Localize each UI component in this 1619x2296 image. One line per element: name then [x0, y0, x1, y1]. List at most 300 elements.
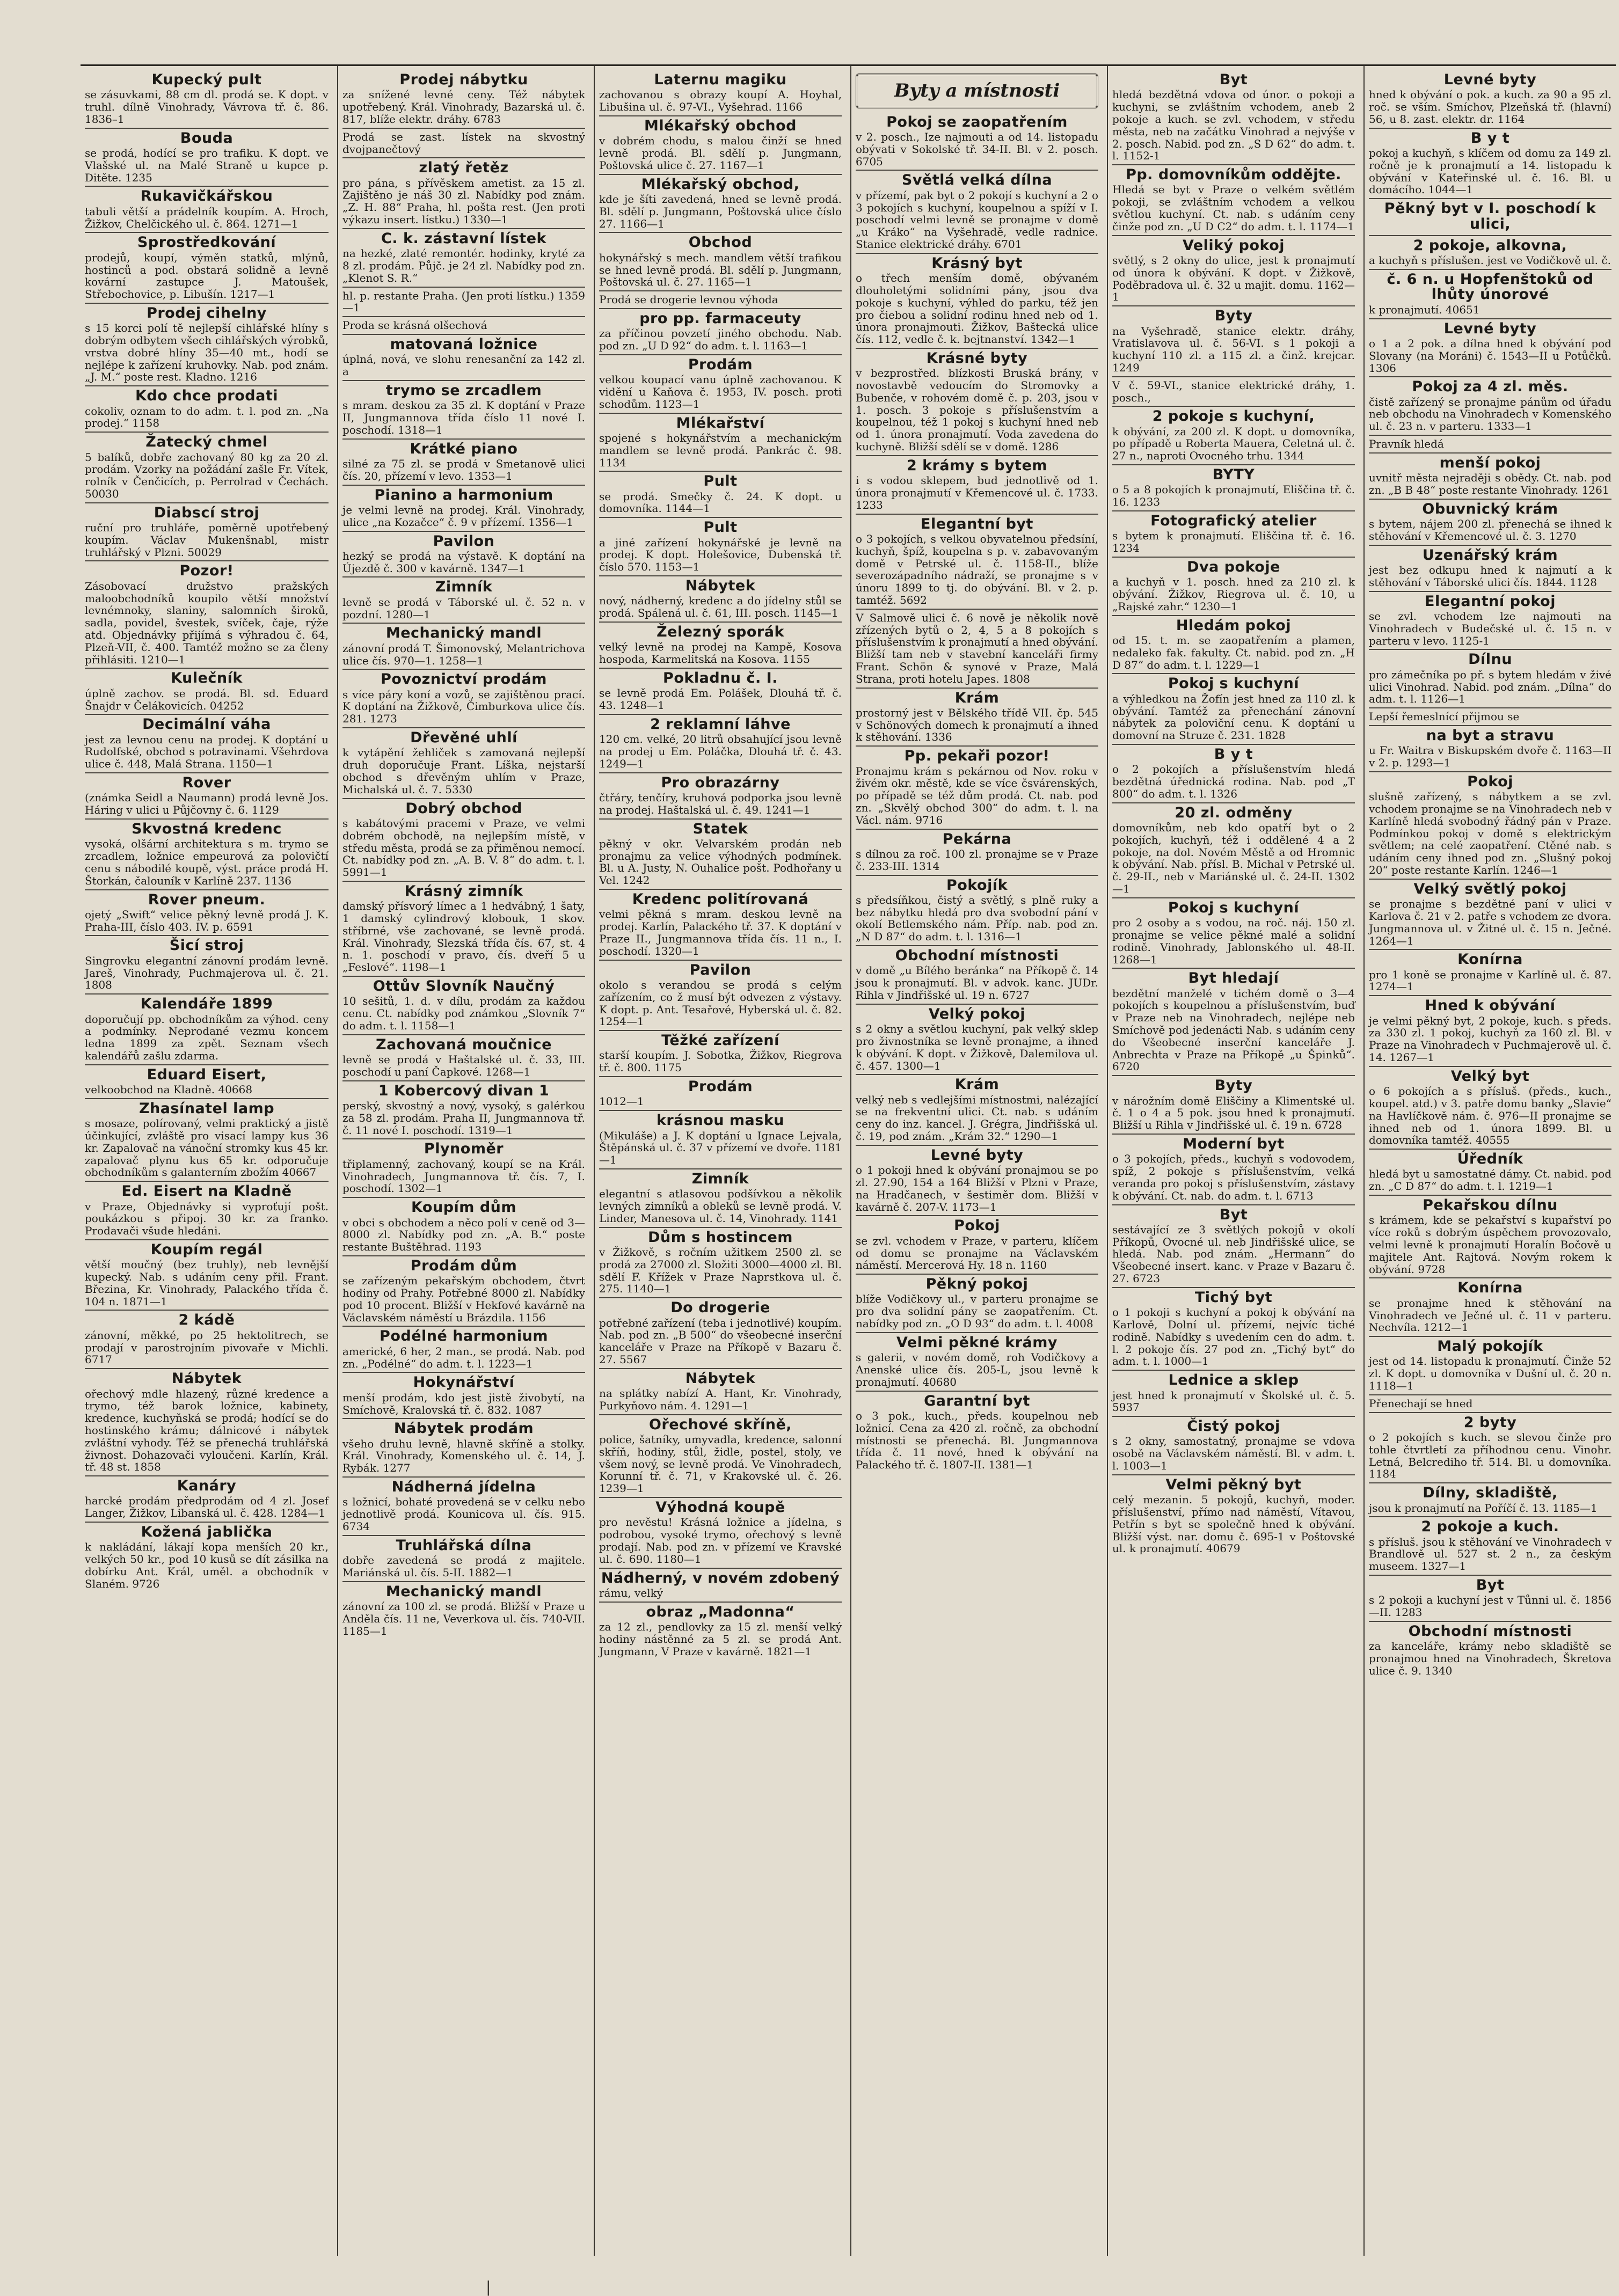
- classified-ad: [1112, 1208, 1355, 1288]
- classified-ad: [1112, 1290, 1355, 1371]
- classified-ad: [85, 306, 329, 386]
- ad-heading: Nábytek: [685, 1370, 756, 1387]
- classified-ad: [1369, 652, 1611, 708]
- classified-ad: [1369, 1152, 1611, 1196]
- ad-heading: Byt: [1219, 1206, 1248, 1223]
- ad-heading: Fotografický atelier: [1150, 512, 1317, 529]
- classified-ad: [342, 131, 585, 159]
- classified-ad: [1369, 728, 1611, 772]
- ad-body: o 1 pokoji s kuchyní a pokoj k obývání na Karlově, Dolní ul. přízemí, nejvíc tiché rodině. Nabídky s uvedením cen do adm. t. l. 2 pokoje čís. 27 pod zn. „Tichý byt“ do adm. t. l. 1000—1: [1112, 1306, 1355, 1368]
- classified-ad: [856, 691, 1098, 747]
- ad-heading: trymo se zrcadlem: [385, 382, 542, 399]
- ad-body: o 3 pokojích, s velkou obyvatelnou předsíní, kuchyň, špíž, koupelna s p. v. zabavovaným domě v Petrské ul. č. 1158-II., blíže severozápadního nádraží, se pronajme s v únoru 1899 to tj. do obývání. Bl. v 2. p. tamtéž. 5692: [856, 532, 1098, 606]
- ad-body: za 12 zl., pendlovky za 15 zl. menší velký hodiny nástěnné za 5 zl. se prodá Ant. Jungmann, V Praze v kavárně. 1821—1: [599, 1620, 842, 1658]
- classified-ad: [1369, 1198, 1611, 1278]
- ad-body: zánovní, měkké, po 25 hektolitrech, se prodají v parostrojním pivovaře v Michli. 6717: [85, 1328, 329, 1366]
- ad-body: doporučují pp. obchodníkům za výhod. ceny a podmínky. Neprodané vezmu koncem ledna 1899 za zpět. Seznam všech kalendářů zašlu zdarma.: [85, 1012, 329, 1062]
- ad-body: úplná, nová, ve slohu renesanční za 142 zl. a: [342, 353, 585, 378]
- classified-ad: [342, 1200, 585, 1256]
- ad-heading: Žatecký chmel: [145, 434, 268, 451]
- ad-body: prostorný jest v Bělského třídě VII. čp. 545 v Schönových domech k pronajmutí a ihned k stěhování. 1336: [856, 706, 1098, 744]
- ad-body: americké, 6 her, 2 man., se prodá. Nab. pod zn. „Podélné“ do adm. t. l. 1223—1: [342, 1344, 585, 1370]
- ad-heading: Kanáry: [177, 1478, 237, 1495]
- ad-body: se zařízeným pekařským obchodem, čtvrt hodiny od Prahy. Potřebné 8000 zl. Nabídky pod 10 procent. Bližší v Hekfové kavárně na Václavském náměstí u Brázdila. 1156: [342, 1274, 585, 1324]
- ad-body: s přísluš. jsou k stěhování ve Vinohradech v Brandlově ul. 527 st. 2 n., za českým museem. 1327—1: [1369, 1535, 1611, 1573]
- ad-heading: Čistý pokoj: [1187, 1418, 1280, 1435]
- ad-body: hned k obývání o pok. a kuch. za 90 a 95 zl. roč. se vším. Smíchov, Plzeňská tř. (hlavní) 56, u 8. zast. elektr. dr. 1164: [1369, 88, 1611, 126]
- classified-ad: [599, 1113, 842, 1169]
- classified-ad: [599, 963, 842, 1032]
- classified-ad: [599, 1417, 842, 1498]
- classified-ad: [1369, 998, 1611, 1067]
- ad-body: v 2. posch., Ize najmouti a od 14. listopadu obývati v Sokolské tř. 34-II. Bl. v 2. posch. 6705: [856, 130, 1098, 168]
- classified-ad: [599, 119, 842, 175]
- classified-ad: [85, 671, 329, 715]
- classified-ad: [342, 1421, 585, 1478]
- ad-body: jest hned k pronajmutí v Školské ul. č. 5. 5937: [1112, 1388, 1355, 1414]
- ad-heading: C. k. zástavní lístek: [381, 230, 546, 247]
- classified-ad: [342, 534, 585, 578]
- classified-ad: [342, 337, 585, 381]
- ad-body: rámu, velký: [599, 1586, 663, 1599]
- ad-heading: Nádherný, v novém zdobený: [601, 1569, 840, 1586]
- ad-heading: Koupím dům: [411, 1199, 517, 1216]
- ad-heading: Byty: [1214, 1077, 1253, 1094]
- ad-body: hl. p. restante Praha. (Jen proti lístku.) 1359—1: [342, 289, 585, 315]
- ad-body: v nárožním domě Eliščiny a Klimentské ul. č. 1 o 4 a 5 pok. jsou hned k pronajmutí. Bližší u Rihla v Jindřišské ul. č. 19 n. 6728: [1112, 1094, 1355, 1132]
- ad-heading: Pokoj s kuchyní: [1168, 899, 1300, 916]
- ad-body: pro pána, s přívěskem ametist. za 15 zl. Zajištěno je náš 30 zl. Nabídky pod znám. „Z. H. 88“ Praha, hl. pošta rest. (Jen proti výkazu insert. lístku.) 1330—1: [342, 176, 585, 226]
- classified-ad: [856, 948, 1098, 1005]
- classified-ad: [342, 580, 585, 624]
- classified-ad: [1369, 502, 1611, 546]
- classified-ad: [1369, 1519, 1611, 1576]
- ad-heading: Hledám pokoj: [1176, 617, 1292, 634]
- classified-ad: [1112, 901, 1355, 969]
- classified-ad: [85, 997, 329, 1065]
- ad-heading: 2 pokoje s kuchyní,: [1152, 408, 1315, 425]
- ad-body: damský přísvorý límec a 1 hedvábný, 1 šaty, 1 damský cylindrový klobouk, 1 skov. stříbrné, vše zachované, se levně prodá. Král. Vinohrady, Slezská třída čís. 67, st. 4 n. 1. poschodí v pravo, čís. dveří 5 u „Feslové“. 1198—1: [342, 900, 585, 974]
- ad-body: Zásobovací družstvo pražských maloobchodníků koupilo větší množství levnémnoky, slaniny, salomních široků, sadla, povidel, švestek, svíček, čaje, rýže atd. Objednávky přijímá s výhradou č. 64, Plzeň-VII, č. 400. Tamtéž možno se za členy přihlásiti. 1210—1: [85, 579, 329, 666]
- classified-ad: [85, 564, 329, 669]
- ad-body: s dílnou za roč. 100 zl. pronajme se v Praze č. 233-III. 1314: [856, 847, 1098, 873]
- classified-ad: [1369, 548, 1611, 592]
- ad-heading: Ed. Eisert na Kladně: [121, 1183, 292, 1200]
- column-3: [594, 66, 846, 2256]
- ad-body: se levně prodá Em. Polášek, Dlouhá tř. č. 43. 1248—1: [599, 686, 842, 712]
- ad-body: o 5 a 8 pokojích k pronajmutí, Eliščina tř. č. 16. 1233: [1112, 483, 1355, 509]
- ad-body: uvnitř města nejraději s obědy. Ct. nab. pod zn. „B B 48“ poste restante Vinohrady. 1261: [1369, 471, 1611, 496]
- ad-heading: Ořechové skříně,: [648, 1416, 792, 1433]
- ad-heading: Pěkný pokoj: [925, 1276, 1029, 1293]
- ad-heading: Dílny, skladiště,: [1423, 1485, 1558, 1502]
- section-banner: Byty a místnosti: [856, 74, 1098, 108]
- classified-ad: [85, 235, 329, 304]
- ad-body: čtřáry, tenčíry, kruhová podporka jsou levně na prodej. Haštalská ul. č. 49. 1241—1: [599, 791, 842, 816]
- classified-ad: [1112, 1373, 1355, 1417]
- ad-heading: 2 byty: [1463, 1414, 1517, 1431]
- ad-heading: Levné byty: [1443, 320, 1537, 337]
- ad-heading: Byt: [1219, 71, 1248, 88]
- ad-body: k obývání, za 200 zl. K dopt. u domovníka, po případě u Roberta Mauera, Celetná ul. č. 27 n., naproti Ovocného trhu. 1344: [1112, 425, 1355, 463]
- ad-body: s krámem, kde se pekařství s kupařství po více roků s dobrým úspěchem provozovalo, velmi levně k pronajmutí Horalín Bočově u majitele Ant. Rajtová. Novým rokem k obývání. 9728: [1369, 1213, 1611, 1276]
- ad-heading: Úředník: [1457, 1151, 1523, 1168]
- classified-ad: [85, 1525, 329, 1592]
- ad-heading: Eduard Eisert,: [147, 1066, 267, 1083]
- ad-body: velmi pěkná s mram. deskou levně na prodej. Karlín, Palackého tř. 37. K doptání v Praze II., Jungmannova třída čís. 11 n., I. poschodí. 1320—1: [599, 908, 842, 957]
- ad-heading: Pokoj se zaopatřením: [886, 113, 1068, 130]
- classified-ad: [599, 311, 842, 355]
- ad-body: V Salmově ulici č. 6 nově je několik nově zřízených bytů o 2, 4, 5 a 8 pokojích s příslušenstvím k pronajmutí a hned obývání. Bližší tam neb v stavební kanceláři firmy Frant. Schön & synové v Praze, Malá Strana, proti hotelu Japes. 1808: [856, 611, 1098, 685]
- newspaper-page: [81, 64, 1616, 2256]
- classified-ad: [599, 357, 842, 414]
- classified-ad: [342, 1142, 585, 1198]
- classified-ad: [856, 878, 1098, 947]
- classified-ad: [1369, 774, 1611, 880]
- classified-ad: [342, 730, 585, 799]
- ad-body: za příčinou povzetí jiného obchodu. Nab. pod zn. „U D 92“ do adm. t. l. 1163—1: [599, 327, 842, 353]
- ad-heading: Pianino a harmonium: [374, 486, 553, 503]
- ad-heading: Krátké piano: [410, 440, 518, 457]
- ad-body: úplně zachov. se prodá. Bl. sd. Eduard Šnajdr v Čelákovicích. 04252: [85, 686, 329, 712]
- ad-heading: Veliký pokoj: [1182, 237, 1285, 254]
- ad-heading: Dobrý obchod: [405, 800, 522, 817]
- classified-ad: [1112, 971, 1355, 1076]
- ad-heading: Sprostředkování: [137, 234, 276, 251]
- classified-ad: [599, 1500, 842, 1569]
- classified-ad: [856, 1077, 1098, 1146]
- ad-body: domovníkům, neb kdo opatří byt o 2 pokojích, kuchyň, též i oddělené 4 a 2 pokoje, na dol. Novém Městě a od Hromnic k obývání. Nab. přísl. B. Michal v Petrské ul. č. 29-II., neb v Mariánské ul. č. 24-II. 1302—1: [1112, 821, 1355, 895]
- ad-heading: Obchodní místnosti: [895, 947, 1059, 964]
- ad-body: o 2 pokojích a příslušenstvím hledá bezdětná úřednická rodina. Nab. pod „T 800“ do adm. t. l. 1326: [1112, 763, 1355, 800]
- ad-body: starší koupím. J. Sobotka, Žižkov, Riegrova tř. č. 800. 1175: [599, 1049, 842, 1074]
- classified-ad: [342, 672, 585, 728]
- ad-heading: 2 pokoje a kuch.: [1421, 1518, 1559, 1535]
- ad-heading: 1 Kobercový divan 1: [378, 1082, 550, 1099]
- ad-body: prodejů, koupí, výměn statků, mlýnů, hostinců a pod. obstará solidně a levně kovární zastupce J. Matoušek, Střebochovice, p. Libušín. 1217—1: [85, 251, 329, 301]
- ad-heading: Hned k obývání: [1425, 997, 1556, 1014]
- ad-heading: Skvostná kredenc: [132, 821, 282, 837]
- classified-ad: [342, 290, 585, 318]
- column-1: [81, 66, 333, 2256]
- ad-body: (Mikuláše) a J. K doptání u Ignace Lejvala, Štěpánská ul. č. 37 v přízemí ve dvoře. 1181—1: [599, 1129, 842, 1167]
- ad-heading: Mlékařství: [676, 414, 765, 432]
- ad-heading: Pult: [703, 473, 738, 490]
- ad-body: 5 balíků, dobře zachovaný 80 kg za 20 zl. prodám. Vzorky na požádání zašle Fr. Vítek, rolník v Čenčicích, p. Perrolrad v Čechách. 50030: [85, 450, 329, 500]
- ad-body: pokoj a kuchyň, s klíčem od domu za 149 zl. ročně je k pronajmutí a 14. listopadu k obývání v Kateřinské ul. č. 16. Bl. u domácího. 1044—1: [1369, 147, 1611, 196]
- ad-body: s 2 pokoji a kuchyní jest v Tůnni ul. č. 1856—II. 1283: [1369, 1593, 1611, 1619]
- ad-heading: Kredenc politírovaná: [632, 891, 809, 908]
- ad-body: jest za levnou cenu na prodej. K doptání u Rudolfské, obchod s potravinami. Všehrdova ulice č. 448, Malá Strana. 1150—1: [85, 733, 329, 771]
- ad-heading: Tichý byt: [1194, 1289, 1273, 1306]
- ad-body: s mosaze, polírovaný, velmi praktický a jistě účinkující, zvláště pro visací lampy kus 36 kr. Zapalovač na vánoční stromky kus 45 kr. zapalovač plynu kus 65 kr. odporučuje obchodníkům s galanterním zbožím 40667: [85, 1117, 329, 1179]
- ad-body: elegantní s atlasovou podšívkou a několik levných zimníků a obleků se levně prodá. V. Linder, Manesova ul. č. 14, Vinohrady. 1141: [599, 1187, 842, 1225]
- ad-body: je velmi levně na prodej. Král. Vinohrady, ulice „na Kozačce“ č. 9 v přízemí. 1356—1: [342, 503, 585, 529]
- classified-ad: [1369, 711, 1611, 726]
- ad-heading: 2 reklamní láhve: [650, 715, 791, 733]
- ad-heading: menší pokoj: [1439, 454, 1541, 471]
- ad-heading: Povoznictví prodám: [381, 671, 547, 688]
- ad-body: nový, nádherný, kredenc a do jídelny stůl se prodá. Spálená ul. č. 61, III. posch. 1145—1: [599, 594, 842, 620]
- ad-body: (známka Seidl a Naumann) prodá levně Jos. Háring v ulici u Půjčovny č. 6. 1129: [85, 791, 329, 817]
- ad-heading: Pavilon: [689, 961, 752, 978]
- ad-body: větší moučný (bez truhly), neb levnější kupecký. Nab. s udáním ceny přil. Frant. Březina, Kr. Vinohrady, Palackého třída č. 104 n. 1871—1: [85, 1258, 329, 1308]
- classified-ad: [1112, 806, 1355, 898]
- ad-body: Singrovku elegantní zánovní prodám levně. Jareš, Vinohrady, Puchmajerova ul. č. 21. 1808: [85, 954, 329, 992]
- classified-ad: [85, 1242, 329, 1311]
- ad-body: kde je šíti zavedená, hned se levně prodá. Bl. sdělí p. Jungmann, Poštovská ulice číslo 27. 1166—1: [599, 193, 842, 230]
- ad-body: ořechový mdle hlazený, různé kredence a trymo, též barok ložnice, kabinety, kredence, kuchyňská se prodá; hodící se do hostinského krámu; dálnicové i nábytek zvláštní vyhody. Též se přenechá truhlářská živnost. Dohazovači vyloučeni. Karlín, Král. tř. 48 st. 1858: [85, 1387, 329, 1474]
- ad-heading: Mechanický mandl: [385, 1583, 542, 1600]
- ad-heading: Výhodná koupě: [655, 1498, 785, 1516]
- ad-body: k nakládání, lákají kopa menších 20 kr., velkých 50 kr., pod 10 kusů se dít zásilka na dobírku Ant. Král, uměl. a obchodník v Slaném. 9726: [85, 1540, 329, 1590]
- ad-body: se prodá. Smečky č. 24. K dopt. u domovníka. 1144—1: [599, 489, 842, 515]
- ad-body: sestávající ze 3 světlých pokojů v okolí Příkopů, Ovocné ul. neb Jindřišské ulice, se hledá. Nab. pod znám. „Hermann“ do Všeobecné insert. kanc. v Praze v Bazaru č. 27. 6723: [1112, 1223, 1355, 1285]
- classified-ad: [599, 717, 842, 773]
- ad-body: levně se prodá v Haštalské ul. č. 33, III. poschodí u paní Čapkové. 1268—1: [342, 1053, 585, 1078]
- ad-body: jest od 14. listopadu k pronajmutí. Činže 52 zl. K dopt. u domovníka v Dušní ul. č. 20 n. 1118—1: [1369, 1355, 1611, 1393]
- ad-heading: B y t: [1214, 745, 1253, 763]
- ad-heading: B y t: [1470, 129, 1510, 147]
- ad-heading: Kulečník: [171, 670, 243, 687]
- ad-heading: Zimník: [691, 1170, 749, 1187]
- ad-heading: Zachovaná moučnice: [376, 1036, 552, 1053]
- classified-ad: [342, 801, 585, 882]
- ad-heading: Pp. pekaři pozor!: [904, 748, 1050, 765]
- ad-heading: Byt hledají: [1188, 970, 1279, 987]
- ad-heading: Pěkný byt v I. poschodí k ulici,: [1384, 200, 1596, 232]
- ad-heading: pro pp. farmaceuty: [639, 310, 801, 327]
- ad-heading: 20 zl. odměny: [1175, 804, 1293, 821]
- ad-heading: Statek: [692, 820, 748, 837]
- classified-ad: [1369, 1339, 1611, 1395]
- classified-ad: [599, 1033, 842, 1077]
- ad-heading: Prodám dům: [410, 1257, 517, 1274]
- ad-body: v obci s obchodem a něco polí v ceně od 3—8000 zl. Nabídky pod zn. „A. B.“ poste restante Buštěhrad. 1193: [342, 1216, 585, 1254]
- classified-ad: [1112, 1078, 1355, 1135]
- classified-ad: [856, 1218, 1098, 1275]
- ad-heading: Konírna: [1457, 1279, 1523, 1297]
- ad-heading: Garantní byt: [924, 1392, 1030, 1409]
- ad-body: o 2 pokojích s kuch. se slevou činže pro tohle čtvrtletí za příhodnou cenu. Vinohr. Letná, Belcrediho tř. 514. Bl. u domovníka. 1184: [1369, 1430, 1611, 1481]
- classified-ad: [342, 884, 585, 977]
- classified-ad: [1369, 272, 1611, 319]
- ad-heading: Velký pokoj: [928, 1005, 1026, 1022]
- ad-heading: Šicí stroj: [169, 937, 244, 954]
- classified-ad: [599, 625, 842, 669]
- ad-heading: BYTY: [1212, 466, 1255, 484]
- column-2: [337, 66, 589, 2256]
- ad-heading: Podélné harmonium: [380, 1328, 548, 1345]
- classified-ad: [599, 1371, 842, 1415]
- ad-heading: Uzenářský krám: [1422, 546, 1558, 564]
- ad-heading: Plynoměr: [424, 1140, 504, 1158]
- ad-heading: Těžké zařízení: [661, 1032, 779, 1049]
- classified-ad: [1369, 379, 1611, 436]
- ad-heading: Kdo chce prodati: [135, 387, 279, 405]
- ad-body: v přízemí, pak byt o 2 pokojí s kuchyní a 2 o 3 pokojích s kuchyní, koupelnou a spíží v I. poschodí velmi levně se pronajme v domě „u Kráko“ na Vyšehradě, vedle radnice. Stanice elektrické dráhy. 6701: [856, 188, 1098, 251]
- ad-body: za kanceláře, krámy nebo skladiště se pronajmou hned na Vinohradech, Škretova ulice č. 9. 1340: [1369, 1640, 1611, 1677]
- ad-heading: Krám: [954, 1076, 1000, 1093]
- ad-heading: Hokynářství: [413, 1374, 515, 1391]
- classified-ad: [1369, 1624, 1611, 1679]
- ad-heading: Pekárna: [942, 830, 1012, 847]
- classified-ad: [85, 1067, 329, 1099]
- ad-body: 10 sešitů, 1. d. v dílu, prodám za každou cenu. Ct. nabídky pod známkou „Slovník 7“ do adm. t. l. 1158—1: [342, 995, 585, 1032]
- classified-ad: [1112, 238, 1355, 307]
- ad-body: cokoliv, oznam to do adm. t. l. pod zn. „Na prodej.“ 1158: [85, 404, 329, 430]
- ad-heading: Pokoj: [954, 1217, 1000, 1234]
- ad-body: s 2 okny a světlou kuchyní, pak velký sklep pro živnostníka se levně pronajme, a ihned k obývání. K dopt. v Žižkově, Dalemilova ul. č. 457. 1300—1: [856, 1022, 1098, 1072]
- ad-heading: Pokladnu č. I.: [663, 669, 778, 686]
- ad-body: a kuchyň s příslušen. jest ve Vodičkově ul. č.: [1369, 254, 1611, 267]
- ad-heading: Krásné byty: [926, 349, 1028, 367]
- ad-heading: Pokoj za 4 zl. měs.: [1412, 378, 1569, 396]
- ad-body: s 2 okny, samostatný, pronajme se vdova osobě na Václavském náměstí. Bl. v adm. t. l. 1003—1: [1112, 1435, 1355, 1473]
- classified-ad: [85, 1313, 329, 1369]
- ad-body: od 15. t. m. se zaopatřením a plamen, nedaleko fak. fakulty. Ct. nabid. pod zn. „H D 87“ do adm. t. l. 1229—1: [1112, 634, 1355, 671]
- ad-heading: Diabscí stroj: [154, 504, 260, 521]
- ad-heading: Elegantní pokoj: [1425, 593, 1556, 610]
- classified-ad: [1369, 594, 1611, 650]
- classified-ad: [599, 1571, 842, 1603]
- ad-body: třiplamenný, zachovaný, koupí se na Král. Vinohradech, Jungmannova tř. čís. 7, I. poschodí. 1302—1: [342, 1157, 585, 1195]
- classified-ad: [599, 1300, 842, 1369]
- ad-heading: Ottův Slovník Naučný: [373, 978, 555, 995]
- ad-body: o třech menším domě, obývaném dlouholetými solidními pány, jsou dva pokoje s kuchyní, výhled do parku, též jen pro čiebou a solidní rodinu hned neb od 1. února pronajmouti. Žižkov, Baštecká ulice čís. 112, vedle č. k. bejtnanství. 1342—1: [856, 272, 1098, 346]
- classified-ad: [342, 1259, 585, 1327]
- classified-ad: [1112, 379, 1355, 407]
- classified-ad: [599, 72, 842, 116]
- ad-body: velkoobchod na Kladně. 40668: [85, 1083, 253, 1096]
- classified-ad: [85, 189, 329, 233]
- ad-body: pro zámečníka po př. s bytem hledám v živé ulici Vinohrad. Nabid. pod znám. „Dílna“ do adm. t. l. 1126—1: [1369, 668, 1611, 706]
- ad-heading: Nádherná jídelna: [391, 1479, 536, 1496]
- ad-heading: Rover: [182, 774, 231, 792]
- classified-ad: [1369, 72, 1611, 129]
- ad-body: a kuchyň v 1. posch. hned za 210 zl. k obývání. Žižkov, Riegrova ul. č. 10, u „Rajské zahr.“ 1230—1: [1112, 575, 1355, 613]
- ad-body: 1012—1: [599, 1095, 644, 1108]
- classified-ad: [1369, 321, 1611, 378]
- ad-body: Přenechají se hned: [1369, 1396, 1473, 1410]
- ad-heading: Rukavičkářskou: [140, 188, 273, 205]
- classified-ad: [342, 1480, 585, 1536]
- ad-body: o 6 pokojích a s přísluš. (předs., kuch., koupel. atd.) v 3. patře domu banky „Slavie“ na Havlíčkově nám. č. 976—II pronajme se ihned neb od 1. února 1899. Bl. u domovníka tamtéž. 40555: [1369, 1085, 1611, 1147]
- ad-body: se pronajme s bezdětné paní v ulici v Karlova č. 21 v 2. patře s vchodem ze dvora. Jungmannova ul. v Žitné ul. č. 15 n. Ječné. 1264—1: [1369, 897, 1611, 947]
- classified-ad: [1112, 618, 1355, 675]
- ad-heading: Nábytek: [171, 1370, 242, 1387]
- classified-ad: [85, 131, 329, 187]
- classified-ad: [342, 231, 585, 288]
- classified-ad: [1112, 676, 1355, 745]
- classified-ad: [856, 1394, 1098, 1473]
- ad-body: tabuli větší a prádelník koupím. A. Hroch, Žižkov, Chelčického ul. č. 864. 1271—1: [85, 204, 329, 230]
- classified-ad: [342, 383, 585, 440]
- classified-ad: [856, 517, 1098, 610]
- classified-ad: [1369, 456, 1611, 500]
- ad-heading: Krásný zimník: [404, 882, 523, 900]
- classified-ad: [1112, 167, 1355, 236]
- classified-ad: [856, 458, 1098, 515]
- ad-body: na hezké, zlaté remontér. hodinky, kryté za 8 zl. prodám. Půjč. je 24 zl. Nabídky pod zn. „Klenot S. R.“: [342, 247, 585, 284]
- classified-ad: [1369, 882, 1611, 950]
- ad-body: v domě „u Bílého beránka“ na Příkopě č. 14 jsou k pronajmutí. Bl. v advok. kanc. JUDr. Rihla v Jindřišské ul. 19 n. 6727: [856, 964, 1098, 1001]
- classified-ad: [1369, 1069, 1611, 1150]
- ad-heading: Kupecký pult: [151, 71, 262, 88]
- ad-body: s více páry koní a vozů, se zajištěnou prací. K doptání na Žižkově, Čimburkova ulice čís. 281. 1273: [342, 688, 585, 726]
- ad-body: všeho druhu levně, hlavně skříně a stolky. Král. Vinohrady, Komenského ul. č. 14, J. Rybák. 1277: [342, 1437, 585, 1475]
- ad-body: se pronajme hned k stěhování na Vinohradech ve Ječné ul. č. 11 v parteru. Nechvíla. 1212—1: [1369, 1296, 1611, 1334]
- classified-ad: [85, 938, 329, 995]
- ad-body: bezdětní manželé v tichém domě o 3—4 pokojích s koupelnou a příslušenstvím, buď v Praze neb na Vinohradech, nejlépe neb Smíchově pod jedenácti Nab. s udáním ceny do Všeobecné inserční kanceláře J. Anbrechta v Praze na Příkopě „u Špinků“. 6720: [1112, 986, 1355, 1073]
- ad-heading: Malý pokojík: [1437, 1338, 1543, 1355]
- classified-ad: [1369, 438, 1611, 454]
- ad-body: velkou koupací vanu úplně zachovanou. K vidění u Kaňova č. 1953, IV. posch. proti schodům. 1123—1: [599, 373, 842, 411]
- ad-body: se zvl. vchodem v Praze, v parteru, klíčem od domu se pronajme na Václavském náměstí. Mercerová Hy. 18 n. 1160: [856, 1234, 1098, 1272]
- ad-heading: Laternu magiku: [654, 71, 787, 88]
- ad-heading: Levné byty: [930, 1146, 1024, 1164]
- ad-body: dobře zavedená se prodá z majitele. Mariánská ul. čís. 5-II. 1882—1: [342, 1554, 585, 1579]
- ad-heading: Byty: [1214, 308, 1253, 325]
- ad-body: i s vodou sklepem, bud jednotlivě od 1. února pronajmutí v Křemencové ul. č. 1733. 1233: [856, 474, 1098, 511]
- ad-heading: Prodám: [688, 356, 753, 373]
- ad-body: u Fr. Waitra v Biskupském dvoře č. 1163—II v 2. p. 1293—1: [1369, 744, 1611, 770]
- ad-body: 120 cm. velké, 20 litrů obsahující jsou levně na prodej u Em. Poláčka, Dlouhá tř. č. 43. 1249—1: [599, 733, 842, 770]
- ad-heading: 2 krámy s bytem: [906, 457, 1048, 474]
- ad-heading: Dva pokoje: [1187, 558, 1280, 575]
- ad-body: a výhledkou na Žofín jest hned za 110 zl. k obývání. Tamtéž za přenechání zánovní nábytek za poloviční cenu. K doptání u domovní na Struze č. 231. 1828: [1112, 692, 1355, 742]
- ad-heading: Nábytek prodám: [393, 1420, 534, 1437]
- ad-heading: Nábytek: [685, 577, 756, 595]
- ad-body: pro nevěstu! Krásná ložnice a jídelna, s podrobou, vysoké trymo, ořechový s levně prodají. Nab. pod zn. v přízemí ve Kravské ul. č. 690. 1180—1: [599, 1516, 842, 1566]
- ad-body: světlý, s 2 okny do ulice, jest k pronajmutí od února k obývání. K dopt. v Žižkově, Poděbradova ul. č. 32 u majit. domu. 1162—1: [1112, 254, 1355, 304]
- ad-body: hokynářský s mech. mandlem větší trafikou se hned levně prodá. Bl. sdělí p. Jungmann, Poštovská ul. č. 27. 1165—1: [599, 251, 842, 289]
- ad-heading: Koupím regál: [150, 1241, 263, 1258]
- classified-ad: [1112, 309, 1355, 377]
- ad-heading: Krásný byt: [931, 254, 1023, 272]
- classified-ad: [599, 1605, 842, 1660]
- ad-body: Proda se krásná olšechová: [342, 319, 487, 332]
- classified-ad: [85, 506, 329, 562]
- classified-ad: [856, 115, 1098, 171]
- ad-body: se prodá, hodící se pro trafiku. K dopt. ve Vlašské ul. na Malé Straně u kupce p. Ditěte. 1235: [85, 147, 329, 184]
- ad-heading: Obchodní místnosti: [1408, 1622, 1572, 1640]
- classified-ad: [85, 1371, 329, 1476]
- ad-body: hledá bezdětná vdova od únor. o pokoji a kuchyni, se zvláštním vchodem, aneb 2 pokoje a kuch. se zvl. vchodem, v středu města, neb na začátku Vinohrad a nejvýše v 2. posch. Nabid. pod zn. „S D 62“ do adm. t. l. 1152-1: [1112, 88, 1355, 163]
- ad-body: o 3 pokojích, předs., kuchyň s vodovodem, spíž, 2 pokoje s příslušenstvím, velká veranda pro pokoj s příslušenstvím, zástavy k obývání. Ct. nab. do adm. t. l. 6713: [1112, 1152, 1355, 1202]
- classified-ad: [342, 1375, 585, 1419]
- ad-body: Prodá se drogerie levnou výhoda: [599, 293, 778, 306]
- ad-body: police, šatníky, umyvadla, kredence, salonní skříň, hodiny, stůl, židle, postel, stoly, ve všem nový, se levně prodá. Ve Vinohradech, Korunní tř. č. 71, v Krakovské ul. č. 26. 1239—1: [599, 1432, 842, 1495]
- classified-ad: [1369, 1578, 1611, 1622]
- classified-ad: [599, 1230, 842, 1299]
- ad-body: s ložnicí, bohaté provedená se v celku nebo jednotlivě prodá. Kounicova ul. čís. 915. 6734: [342, 1495, 585, 1533]
- ad-body: pro 1 koně se pronajme v Karlíně ul. č. 87. 1274—1: [1369, 968, 1611, 993]
- classified-ad: [342, 442, 585, 486]
- ad-body: je velmi pěkný byt, 2 pokoje, kuch. s předs. za 330 zl. 1 pokoj, kuchyň za 160 zl. Bl. v Praze na Vinohradech v Puchmajerově ul. č. 14. 1267—1: [1369, 1014, 1611, 1064]
- ad-heading: obraz „Madonna“: [646, 1603, 795, 1620]
- classified-ad: [856, 832, 1098, 876]
- ad-body: ruční pro truhláře, poměrně upotřebený koupím. Václav Mukenšnabl, mistr truhlářský v Plzni. 50029: [85, 521, 329, 559]
- ad-heading: Do drogerie: [670, 1299, 770, 1317]
- classified-ad: [1369, 952, 1611, 996]
- ad-body: se zvl. vchodem lze najmouti na Vinohradech v Budečské ul. č. 15 n. v parteru v levo. 1125-1: [1369, 610, 1611, 647]
- ad-body: se zásuvkami, 88 cm dl. prodá se. K dopt. v truhl. dílně Vinohrady, Vávrova tř. č. 86. 1836–1: [85, 88, 329, 126]
- ad-body: s mram. deskou za 35 zl. K doptání v Praze II, Jungmannova třída číslo 11 nové I. poschodí. 1318—1: [342, 399, 585, 436]
- ad-body: harcké prodám předprodám od 4 zl. Josef Langer, Žižkov, Libanská ul. č. 428. 1284—1: [85, 1494, 329, 1520]
- ad-body: zánovní prodá T. Šimonovský, Melantrichova ulice čís. 970—1. 1258—1: [342, 641, 585, 667]
- ad-body: s galerii, v novém domě, roh Vodičkovy a Anenské ulice čís. 205-L, jsou levně k pronajmutí. 40680: [856, 1351, 1098, 1388]
